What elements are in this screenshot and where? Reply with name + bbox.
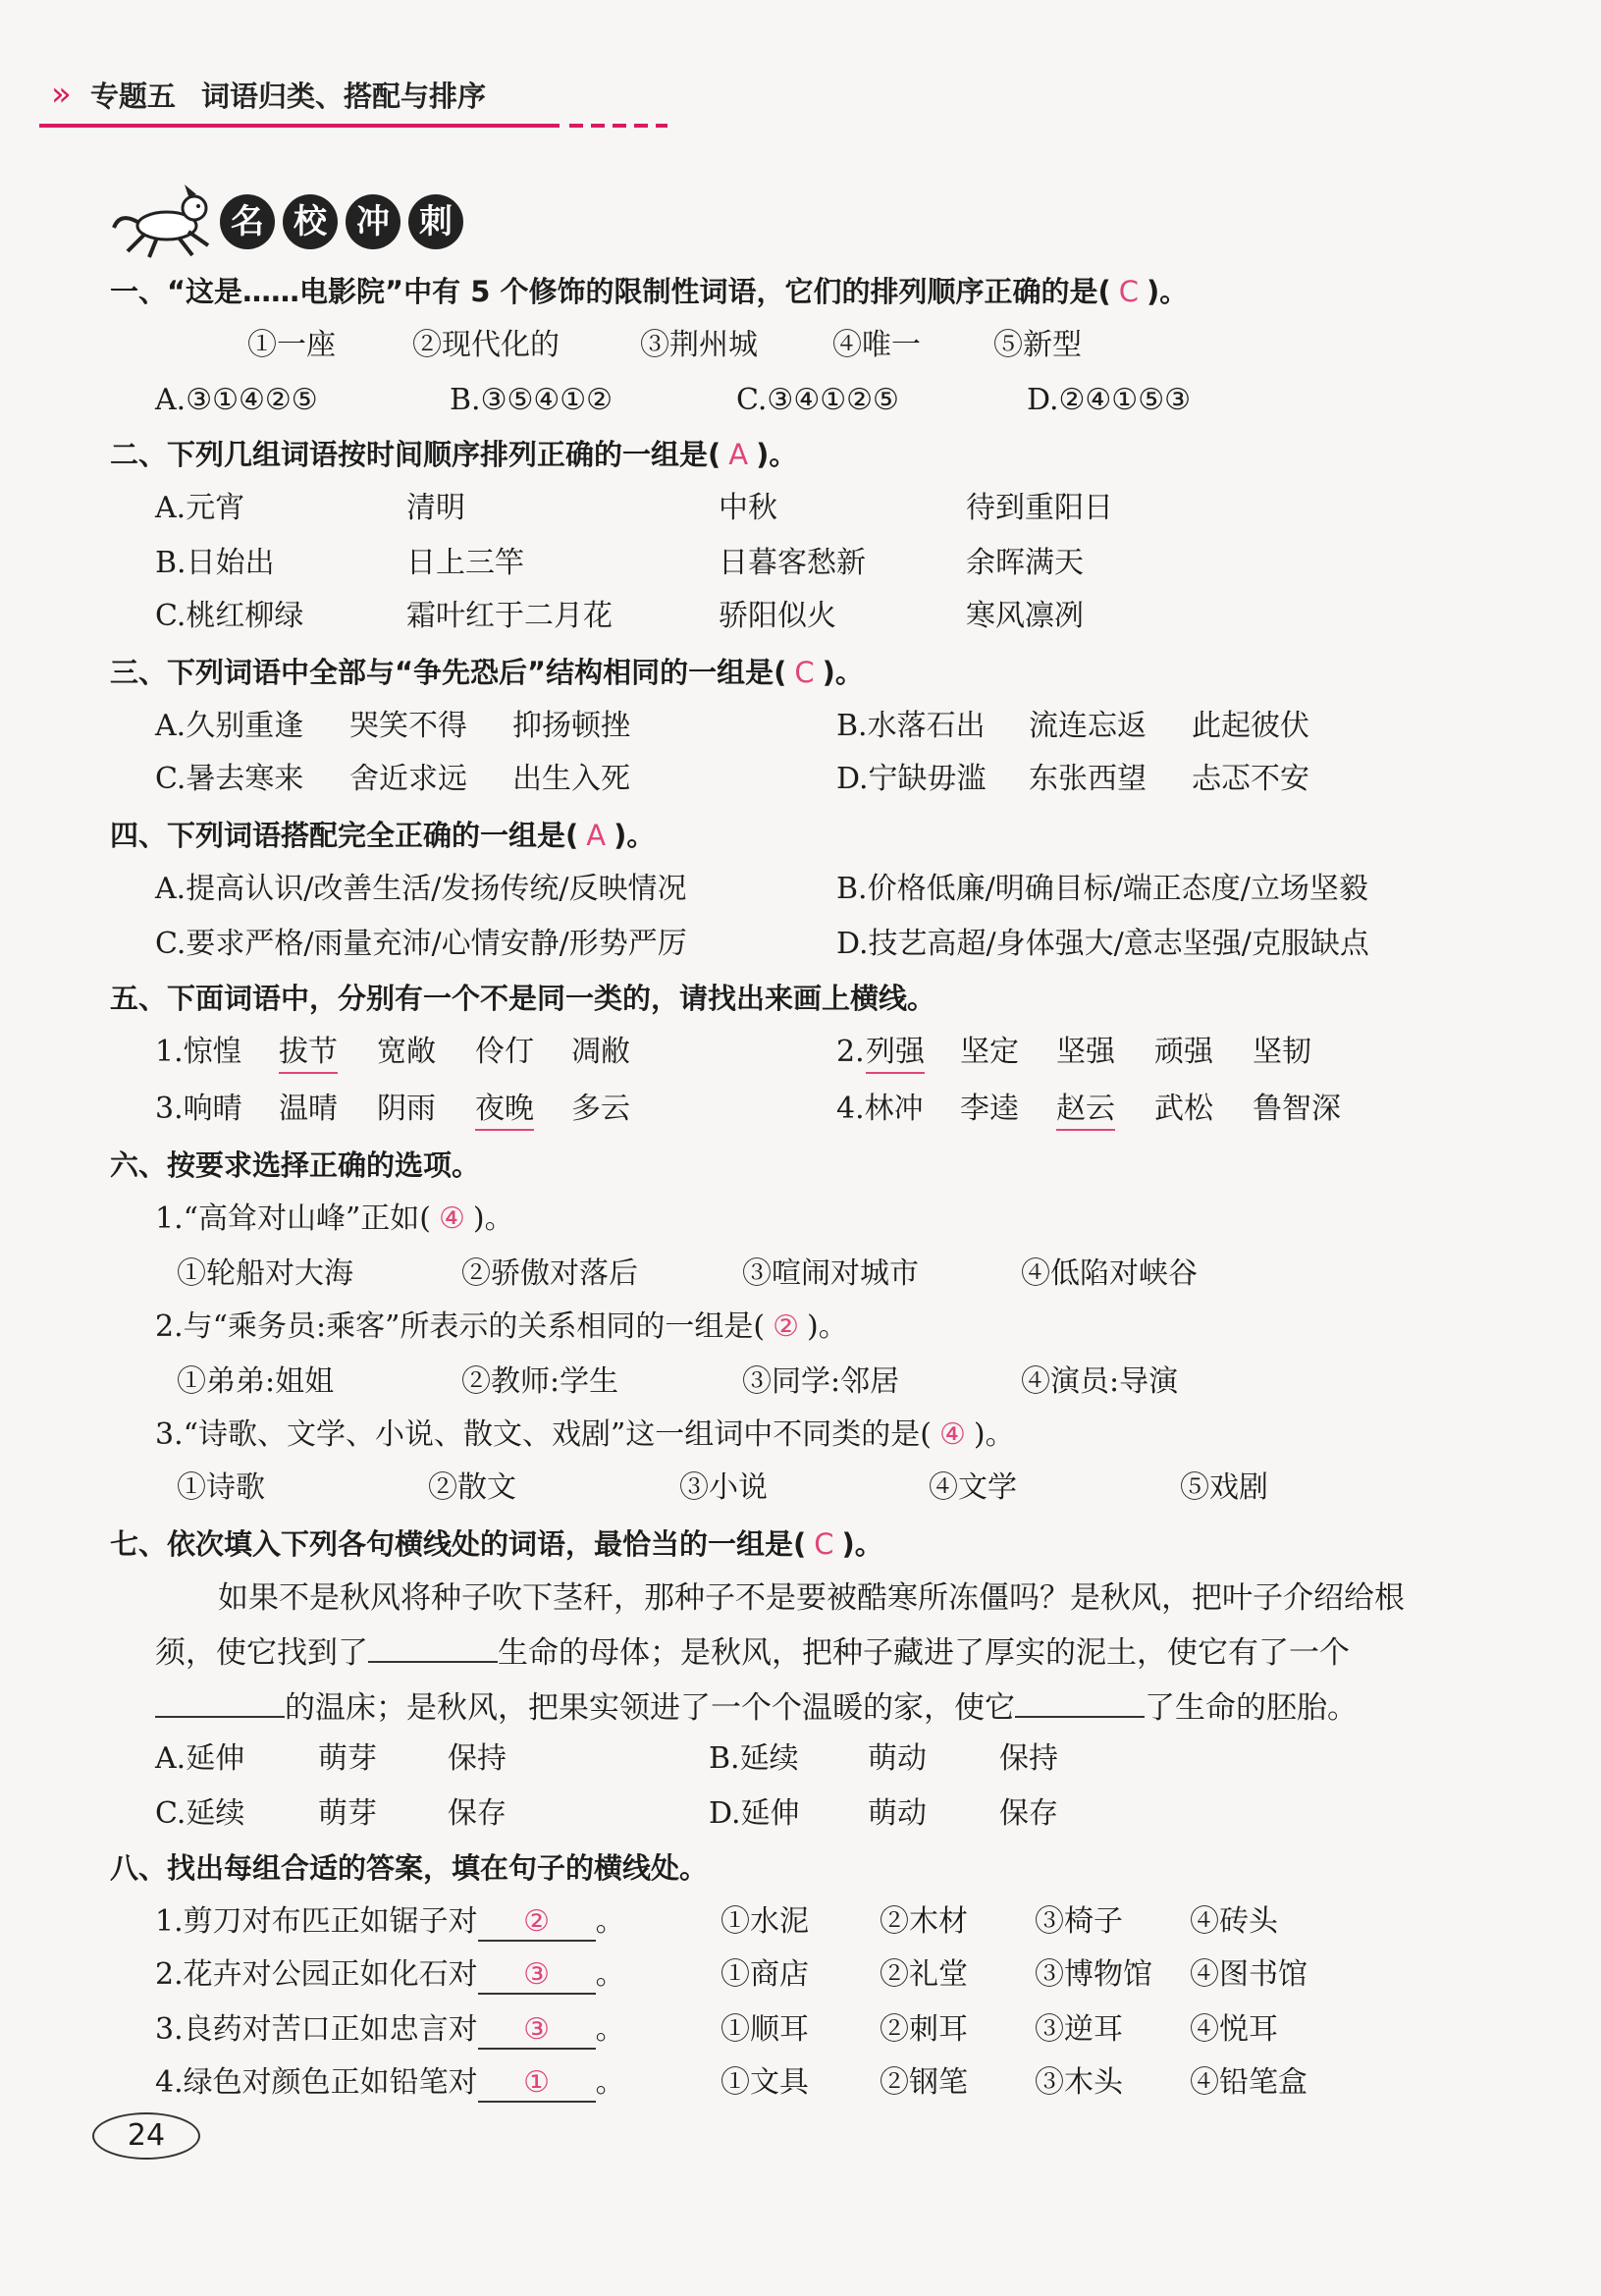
option-item: 日上三竿 <box>406 546 524 580</box>
option-item: ③木头 <box>1035 2065 1123 2100</box>
stem-text: 。 <box>595 1904 625 1939</box>
word: 宽敞 <box>377 1035 436 1069</box>
passage-text: 的温床；是秋风，把果实领进了一个个温暖的家，使它 <box>285 1690 1015 1726</box>
passage-text: 生命的母体；是秋风，把种子藏进了厚实的泥土，使它有了一个 <box>498 1635 1350 1671</box>
option-item: ④低陷对峡谷 <box>1021 1256 1198 1291</box>
word-group-1 <box>155 1035 242 1070</box>
word: 温晴 <box>279 1092 338 1126</box>
option-item: ③小说 <box>679 1470 768 1505</box>
passage-text: 了生命的胚胎。 <box>1145 1690 1358 1726</box>
header-title <box>90 75 486 115</box>
option-item: D.延伸 <box>709 1796 800 1831</box>
option-item: 东张西望 <box>1029 762 1147 796</box>
running-horse-icon <box>106 183 224 261</box>
option-item: 骄阳似火 <box>719 599 836 633</box>
underlined-word: 赵云 <box>1056 1092 1115 1131</box>
option-item: ②散文 <box>428 1470 516 1505</box>
stem-text: )。 <box>1147 275 1189 308</box>
option-item: ①文具 <box>720 2065 809 2100</box>
header-section: 专题五 <box>90 80 177 113</box>
option-item: 出生入死 <box>512 762 630 796</box>
option-item: ①商店 <box>720 1957 809 1992</box>
group-number: 2. <box>836 1035 865 1069</box>
answer-mark: ④ <box>439 1201 465 1236</box>
option-item: ①一座 <box>247 328 336 362</box>
option-item: ②现代化的 <box>412 328 560 362</box>
underlined-word: 列强 <box>866 1035 925 1074</box>
stem-text: )。 <box>807 1309 848 1344</box>
stem-text: 。 <box>595 1957 625 1992</box>
question-2-stem <box>110 438 797 472</box>
stem-text: 。 <box>595 2065 625 2100</box>
question-4-stem <box>110 819 655 853</box>
word: 李逵 <box>960 1092 1019 1126</box>
option-item: A.提高认识/改善生活/发扬传统/反映情况 <box>155 872 687 906</box>
stem-text: 4.绿色对颜色正如铅笔对 <box>155 2065 478 2100</box>
underlined-word: 夜晚 <box>475 1092 534 1131</box>
option-item: C.桃红柳绿 <box>155 599 304 633</box>
option-item: ③博物馆 <box>1035 1957 1152 1992</box>
option-item: A.元宵 <box>155 491 245 525</box>
word: 坚韧 <box>1253 1035 1311 1069</box>
stem-text: )。 <box>841 1527 883 1561</box>
word: 坚强 <box>1056 1035 1115 1069</box>
option-item: 日暮客愁新 <box>719 546 866 580</box>
option-item: ④文学 <box>929 1470 1017 1505</box>
word: 鲁智深 <box>1253 1092 1341 1126</box>
option-item: 保存 <box>448 1796 507 1831</box>
option-item: ③同学:邻居 <box>742 1364 900 1399</box>
page-header <box>39 71 1590 130</box>
option-item: 舍近求远 <box>349 762 467 796</box>
choice-option: B.③⑤④①② <box>450 383 614 417</box>
option-item: 萌芽 <box>318 1741 377 1776</box>
choice-option: C.③④①②⑤ <box>736 383 899 417</box>
option-item: D.宁缺毋滥 <box>836 762 987 796</box>
answer-blank: ② <box>478 1904 596 1942</box>
option-item: ②刺耳 <box>880 2012 968 2047</box>
option-item: 流连忘返 <box>1029 709 1147 743</box>
option-item: C.暑去寒来 <box>155 762 304 796</box>
answer-mark: ② <box>773 1309 800 1344</box>
option-item: B.延续 <box>709 1741 799 1776</box>
option-item: 保持 <box>999 1741 1058 1776</box>
option-item: 清明 <box>406 491 465 525</box>
banner-char: 校 <box>283 194 338 249</box>
answer-mark: ④ <box>939 1417 966 1452</box>
chevron-icon: » <box>51 75 66 114</box>
option-item: ③椅子 <box>1035 1904 1123 1939</box>
option-item: D.技艺高超/身体强大/意志坚强/克服缺点 <box>836 927 1369 961</box>
sub-question-1 <box>155 1201 514 1237</box>
option-item: 此起彼伏 <box>1192 709 1309 743</box>
stem-text: 2.花卉对公园正如化石对 <box>155 1957 478 1992</box>
stem-text: 2.与“乘务员:乘客”所表示的关系相同的一组是( <box>155 1309 766 1344</box>
header-rule <box>39 124 560 128</box>
option-item: 哭笑不得 <box>349 709 467 743</box>
option-item: 余晖满天 <box>966 546 1084 580</box>
answer-mark: C <box>814 1527 834 1561</box>
stem-text: 四、下列词语搭配完全正确的一组是( <box>110 819 579 852</box>
option-item: ①弟弟:姐姐 <box>177 1364 335 1399</box>
passage-line-3 <box>155 1688 1358 1727</box>
option-item: ②钢笔 <box>880 2065 968 2100</box>
passage-line-2 <box>155 1633 1350 1672</box>
stem-text: 七、依次填入下列各句横线处的词语，最恰当的一组是( <box>110 1527 807 1561</box>
sub-question-4 <box>155 2065 625 2103</box>
option-item: ⑤新型 <box>993 328 1082 362</box>
word-group-4 <box>836 1092 924 1127</box>
word: 伶仃 <box>475 1035 534 1069</box>
stem-text: 3.“诗歌、文学、小说、散文、戏剧”这一组词中不同类的是( <box>155 1417 933 1452</box>
choice-option: D.②④①⑤③ <box>1027 383 1191 417</box>
group-number: 1. <box>155 1035 184 1069</box>
word: 林冲 <box>864 1092 924 1126</box>
option-item: C.要求严格/雨量充沛/心情安静/形势严厉 <box>155 927 687 961</box>
stem-text: )。 <box>973 1417 1015 1452</box>
choice-option: A.③①④②⑤ <box>155 383 318 417</box>
option-item: 寒风凛冽 <box>966 599 1084 633</box>
option-item: ①水泥 <box>720 1904 809 1939</box>
stem-text: )。 <box>614 819 656 852</box>
option-item: ②礼堂 <box>880 1957 968 1992</box>
option-item: ④演员:导演 <box>1021 1364 1179 1399</box>
section-banner <box>106 183 479 271</box>
question-1-stem <box>110 275 1188 309</box>
word: 响晴 <box>183 1092 242 1126</box>
option-item: 待到重阳日 <box>966 491 1113 525</box>
option-item: ③荆州城 <box>640 328 758 362</box>
header-dashes <box>569 124 667 128</box>
option-item: 萌芽 <box>318 1796 377 1831</box>
answer-mark: C <box>794 656 815 689</box>
group-number: 4. <box>836 1092 865 1126</box>
sub-question-1 <box>155 1904 625 1942</box>
option-item: A.久别重逢 <box>155 709 304 743</box>
word: 坚定 <box>960 1035 1019 1069</box>
option-item: 保持 <box>448 1741 507 1776</box>
answer-mark: A <box>586 819 607 852</box>
stem-text: )。 <box>756 438 798 471</box>
option-item: ④悦耳 <box>1190 2012 1278 2047</box>
option-item: ⑤戏剧 <box>1180 1470 1268 1505</box>
stem-text: 一、“这是……电影院”中有 5 个修饰的限制性词语，它们的排列顺序正确的是( <box>110 275 1111 308</box>
answer-blank: ③ <box>478 1957 596 1995</box>
word: 凋敝 <box>571 1035 630 1069</box>
word-group-3 <box>155 1092 242 1127</box>
question-5-stem: 五、下面词语中，分别有一个不是同一类的，请找出来画上横线。 <box>110 982 936 1015</box>
option-item: B.日始出 <box>155 546 275 580</box>
option-item: ③逆耳 <box>1035 2012 1123 2047</box>
word: 惊惶 <box>183 1035 242 1069</box>
blank-line <box>368 1633 498 1663</box>
option-item: 萌动 <box>868 1796 927 1831</box>
word: 多云 <box>571 1092 630 1126</box>
blank-line <box>1015 1688 1145 1718</box>
option-item: ④砖头 <box>1190 1904 1278 1939</box>
question-3-stem <box>110 656 864 690</box>
sub-question-3 <box>155 1417 1015 1453</box>
option-item: B.价格低廉/明确目标/端正态度/立场坚毅 <box>836 872 1368 906</box>
underlined-word: 拔节 <box>279 1035 338 1074</box>
option-item: ④铅笔盒 <box>1190 2065 1307 2100</box>
question-7-stem <box>110 1527 883 1562</box>
stem-text: 三、下列词语中全部与“争先恐后”结构相同的一组是( <box>110 656 787 689</box>
answer-blank: ① <box>478 2065 596 2103</box>
stem-text: )。 <box>822 656 864 689</box>
sub-question-2 <box>155 1957 625 1995</box>
option-item: 霜叶红于二月花 <box>406 599 613 633</box>
passage-line-1: 如果不是秋风将种子吹下茎秆，那种子不是要被酷寒所冻僵吗？是秋风，把叶子介绍给根 <box>218 1580 1405 1616</box>
option-item: 萌动 <box>868 1741 927 1776</box>
answer-mark: C <box>1118 275 1139 308</box>
answer-mark: A <box>728 438 749 471</box>
option-item: 保存 <box>999 1796 1058 1831</box>
option-item: A.延伸 <box>155 1741 245 1776</box>
question-8-stem: 八、找出每组合适的答案，填在句子的横线处。 <box>110 1851 709 1885</box>
option-item: ②教师:学生 <box>461 1364 619 1399</box>
banner-char: 刺 <box>408 194 463 249</box>
option-item: ②木材 <box>880 1904 968 1939</box>
option-item: C.延续 <box>155 1796 245 1831</box>
banner-char: 名 <box>220 194 275 249</box>
page-number: 24 <box>92 2112 200 2160</box>
option-item: ①顺耳 <box>720 2012 809 2047</box>
stem-text: )。 <box>472 1201 514 1236</box>
banner-char: 冲 <box>346 194 400 249</box>
word: 顽强 <box>1154 1035 1213 1069</box>
answer-blank: ③ <box>478 2012 596 2050</box>
option-item: ④图书馆 <box>1190 1957 1307 1992</box>
option-item: 中秋 <box>719 491 777 525</box>
option-item: ①轮船对大海 <box>177 1256 353 1291</box>
blank-line <box>155 1688 285 1718</box>
option-item: ②骄傲对落后 <box>461 1256 638 1291</box>
header-topic: 词语归类、搭配与排序 <box>201 80 487 113</box>
stem-text: 。 <box>595 2012 625 2047</box>
option-item: ④唯一 <box>832 328 921 362</box>
option-item: ①诗歌 <box>177 1470 265 1505</box>
sub-question-3 <box>155 2012 625 2050</box>
option-item: B.水落石出 <box>836 709 986 743</box>
option-item: 忐忑不安 <box>1192 762 1309 796</box>
passage-text: 须，使它找到了 <box>155 1635 368 1671</box>
stem-text: 1.“高耸对山峰”正如( <box>155 1201 432 1236</box>
word: 阴雨 <box>377 1092 436 1126</box>
sub-question-2 <box>155 1309 848 1345</box>
stem-text: 3.良药对苦口正如忠言对 <box>155 2012 478 2047</box>
question-6-stem: 六、按要求选择正确的选项。 <box>110 1148 481 1182</box>
option-item: 抑扬顿挫 <box>512 709 630 743</box>
group-number: 3. <box>155 1092 184 1126</box>
stem-text: 1.剪刀对布匹正如锯子对 <box>155 1904 478 1939</box>
stem-text: 二、下列几组词语按时间顺序排列正确的一组是( <box>110 438 721 471</box>
option-item: ③喧闹对城市 <box>742 1256 919 1291</box>
word: 武松 <box>1154 1092 1213 1126</box>
